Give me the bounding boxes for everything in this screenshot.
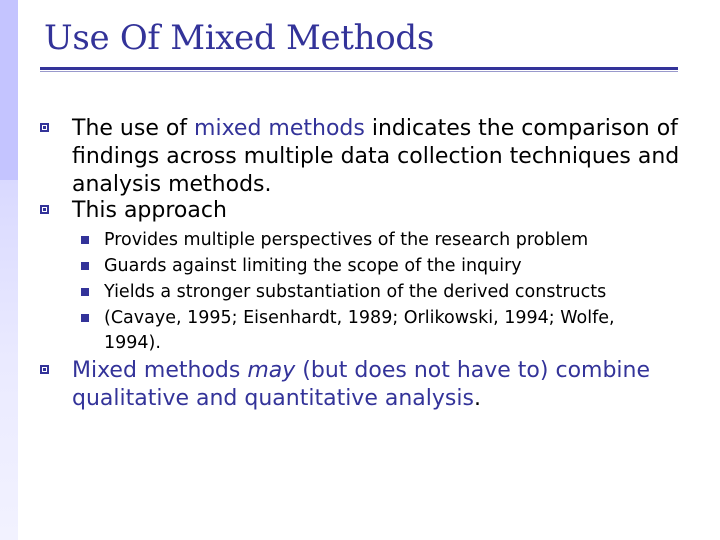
hollow-square-bullet-icon (40, 365, 49, 374)
bullet-text-italic-may: may (247, 358, 296, 383)
title-underline-shadow (40, 71, 678, 72)
bullet-highlight-mixed-methods: mixed methods (194, 116, 365, 141)
filled-square-bullet-icon (81, 314, 89, 322)
filled-square-bullet-icon (81, 288, 89, 296)
sub-bullet-scope (104, 254, 694, 279)
filled-square-bullet-icon (81, 262, 89, 270)
filled-square-bullet-icon (81, 236, 89, 244)
sub-bullet-text: (Cavaye, 1995; Eisenhardt, 1989; Orlikowski, 1994; Wolfe, 1994). (104, 308, 615, 353)
hollow-square-bullet-icon (40, 123, 49, 132)
bullet-text-mid: (but does not have to) combine qualitative and quantitative analysis (72, 358, 651, 411)
side-accent-strip (0, 0, 18, 540)
sub-bullet-text: Guards against limiting the scope of the inquiry (104, 256, 522, 276)
bullet-text-post: indicates the comparison of findings across multiple data collection techniques and analysis methods. (72, 116, 680, 197)
bullet-mixed-methods-definition (72, 115, 682, 199)
bullet-text-pre: Mixed methods (72, 358, 248, 383)
sub-bullet-text: Yields a stronger substantiation of the derived constructs (104, 282, 607, 302)
title-underline (40, 67, 678, 70)
hollow-square-bullet-icon (40, 205, 49, 214)
bullet-text: This approach (72, 198, 227, 223)
bullet-this-approach (72, 197, 682, 225)
bullet-text-end: . (473, 386, 481, 411)
sub-bullet-perspectives (104, 228, 694, 253)
bullet-mixed-methods-may (72, 357, 682, 413)
slide-title: Use Of Mixed Methods (44, 18, 435, 58)
sub-bullet-text: Provides multiple perspectives of the research problem (104, 230, 589, 250)
bullet-text-pre: The use of (72, 116, 195, 141)
sub-bullet-citations (104, 306, 664, 356)
sub-bullet-substantiation (104, 280, 694, 305)
